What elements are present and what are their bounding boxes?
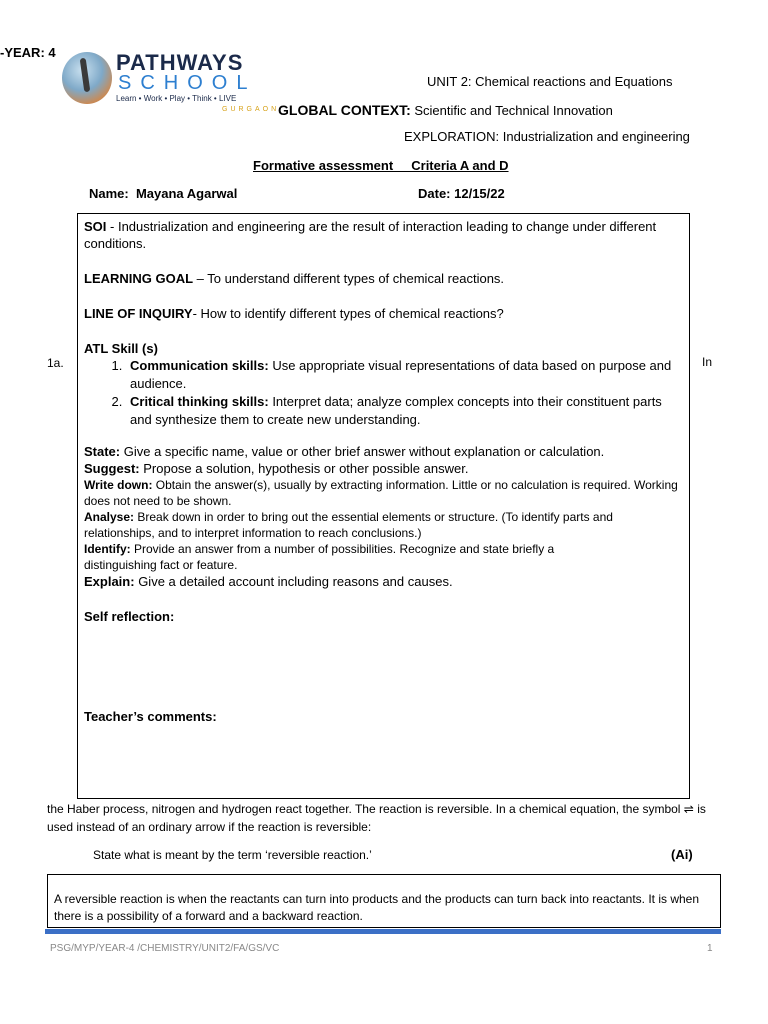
learning-goal: LEARNING GOAL – To understand different types of chemical reactions. (84, 271, 505, 286)
list-item: 1. Communication skills: Use appropriate visual representations of data based on purpose and audience. (126, 357, 682, 393)
answer-box (47, 874, 721, 928)
answer-text: A reversible reaction is when the reactants can turn into products and the products can turn back into reactants. It is when there is a possibility of a forward and a backward reaction. (54, 892, 700, 923)
footer-divider (45, 929, 721, 934)
year-label: -YEAR: 4 (0, 45, 56, 60)
atl-heading: ATL Skill (s) (84, 341, 158, 356)
self-reflection-label: Self reflection: (84, 609, 175, 624)
logo-tagline: Learn • Work • Play • Think • LIVE (116, 94, 237, 103)
term-analyse: Analyse: Break down in order to bring out the essential elements or structure. (To identify parts and relationships, and to interpret information to reach conclusions.) (84, 510, 613, 540)
student-name: Name: Mayana Agarwal (89, 186, 238, 201)
teacher-comments-label: Teacher’s comments: (84, 709, 217, 724)
list-item: 2. Critical thinking skills: Interpret data; analyze complex concepts into their constituent parts and synthesize them to create new understanding. (126, 393, 682, 429)
exploration: EXPLORATION: Industrialization and engineering (404, 129, 690, 144)
school-logo (62, 50, 280, 116)
atl-list (84, 357, 682, 429)
question-prompt: State what is meant by the term ‘reversible reaction.’ (93, 848, 372, 862)
global-context-value: Scientific and Technical Innovation (414, 103, 613, 118)
global-context-label: GLOBAL CONTEXT: (278, 102, 411, 118)
term-write-down: Write down: Obtain the answer(s), usually by extracting information. Little or no calculation is required. Working does not need to be shown. (84, 478, 678, 508)
logo-city: GURGAON (222, 106, 280, 113)
formative-heading: Formative assessment Criteria A and D (253, 158, 509, 173)
logo-school: SCHOOL (118, 72, 257, 94)
date: Date: 12/15/22 (418, 186, 505, 201)
question-in-label: In (702, 355, 713, 369)
unit-title: UNIT 2: Chemical reactions and Equations (427, 74, 673, 89)
line-of-inquiry: LINE OF INQUIRY- How to identify different types of chemical reactions? (84, 306, 504, 321)
term-identify: Identify: Provide an answer from a number of possibilities. Recognize and state briefly a distinguishing fact or feature. (84, 542, 555, 572)
footer-code: PSG/MYP/YEAR-4 /CHEMISTRY/UNIT2/FA/GS/VC (50, 943, 280, 954)
question-marks: (Ai) (671, 847, 693, 862)
question-text: the Haber process, nitrogen and hydrogen react together. The reaction is reversible. In a chemical equation, the symbol ⇌ is used instead of an ordinary arrow if the reaction is reversible: (47, 802, 706, 834)
assessment-box (77, 213, 690, 799)
logo-title: PATHWAYS (116, 50, 244, 75)
page-number: 1 (707, 943, 713, 954)
soi: SOI - Industrialization and engineering are the result of interaction leading to change under different conditions. (84, 219, 657, 251)
term-state: State: Give a specific name, value or other brief answer without explanation or calculation. (84, 444, 605, 459)
question-number: 1a. (47, 356, 64, 370)
term-explain: Explain: Give a detailed account including reasons and causes. (84, 574, 453, 589)
term-suggest: Suggest: Propose a solution, hypothesis or other possible answer. (84, 461, 469, 476)
global-context (278, 102, 613, 119)
